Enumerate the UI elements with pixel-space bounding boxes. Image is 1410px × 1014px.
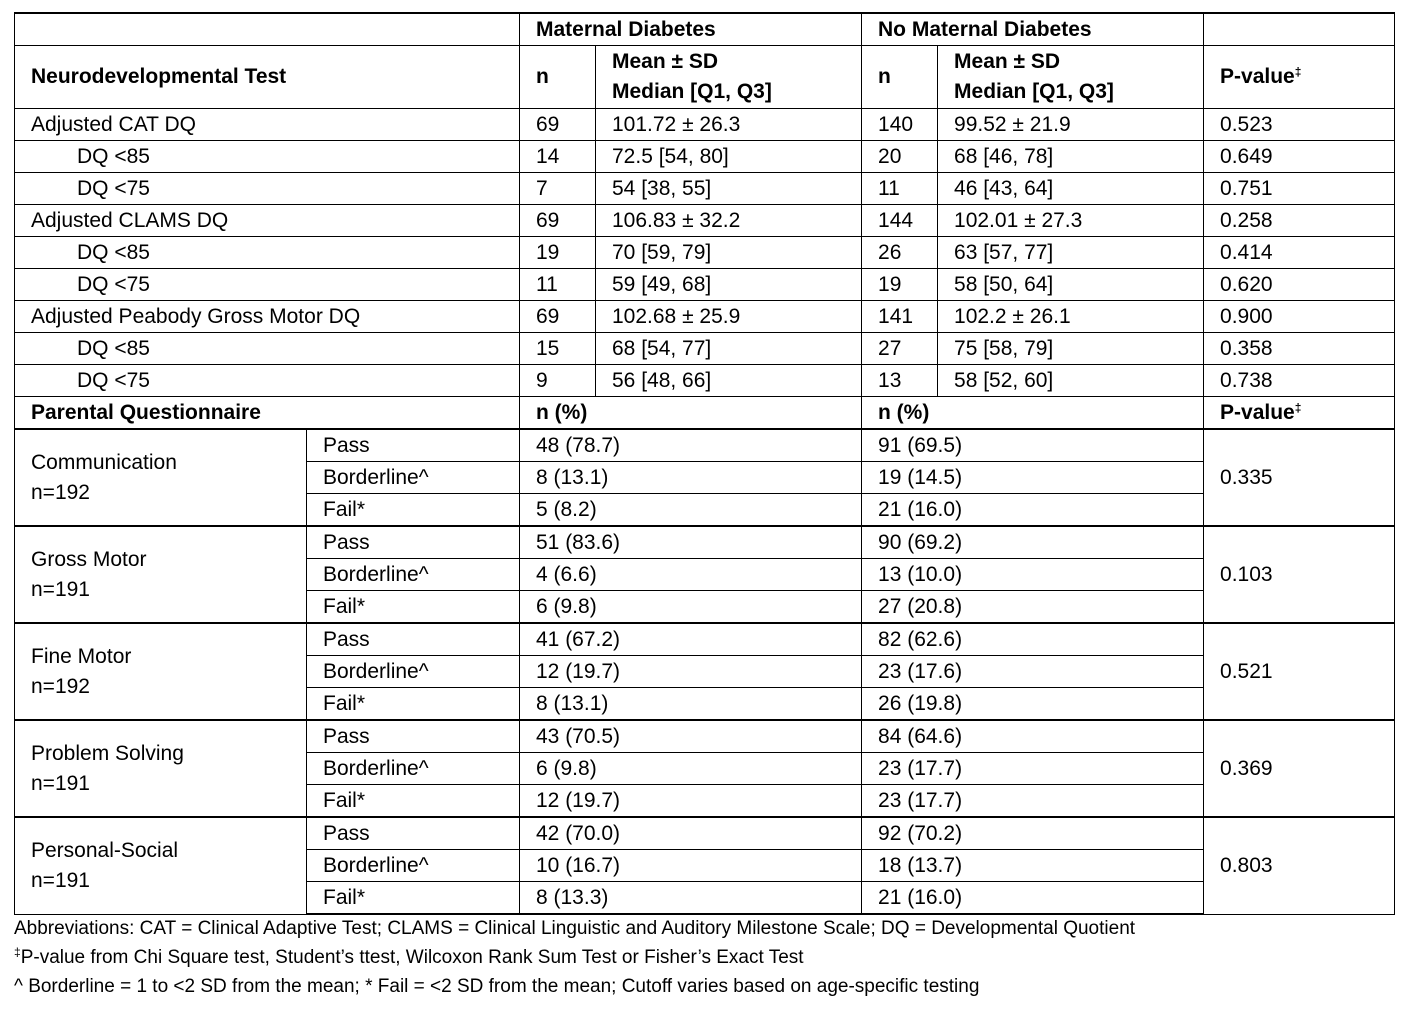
stat-maternal-cell: 70 [59, 79] xyxy=(596,237,862,269)
maternal-count-cell: 6 (9.8) xyxy=(520,753,862,785)
header-pvalue xyxy=(1204,46,1395,109)
result-label: Pass xyxy=(307,720,520,753)
stat-maternal-cell: 72.5 [54, 80] xyxy=(596,141,862,173)
maternal-count-cell: 4 (6.6) xyxy=(520,559,862,591)
double-dagger-mark: ‡ xyxy=(1294,65,1302,79)
maternal-count-cell: 51 (83.6) xyxy=(520,526,862,559)
table-row xyxy=(15,269,1395,301)
header-maternal-diabetes: Maternal Diabetes xyxy=(520,13,862,46)
pvalue-cell: 0.358 xyxy=(1204,333,1395,365)
n-maternal-cell: 15 xyxy=(520,333,596,365)
stat-maternal-cell: 106.83 ± 32.2 xyxy=(596,205,862,237)
table-row xyxy=(15,173,1395,205)
header-blank-pvalue-cell xyxy=(1204,13,1395,46)
double-dagger-mark: ‡ xyxy=(1294,401,1302,415)
footnote-abbreviations: Abbreviations: CAT = Clinical Adaptive Test; CLAMS = Clinical Linguistic and Auditory Milestone Scale; DQ = Developmental Quotient xyxy=(14,918,1136,939)
n-no-maternal-cell: 19 xyxy=(862,269,938,301)
results-table xyxy=(14,12,1395,915)
questionnaire-row xyxy=(15,720,1395,753)
domain-name: Gross Motor xyxy=(31,547,147,571)
domain-pvalue-cell: 0.803 xyxy=(1204,817,1395,914)
stat-no-maternal-cell: 102.01 ± 27.3 xyxy=(938,205,1204,237)
table-row xyxy=(15,237,1395,269)
pvalue-cell: 0.414 xyxy=(1204,237,1395,269)
domain-label-cell xyxy=(15,817,307,914)
double-dagger-mark: ‡ xyxy=(14,945,21,959)
n-no-maternal-cell: 20 xyxy=(862,141,938,173)
parental-questionnaire-header: Parental Questionnaire xyxy=(15,397,520,430)
no-maternal-count-cell: 92 (70.2) xyxy=(862,817,1204,850)
header-neurodevelopmental-test: Neurodevelopmental Test xyxy=(15,46,520,109)
footnote-pvalue xyxy=(14,943,1399,972)
header-stat-line2: Median [Q1, Q3] xyxy=(612,80,772,103)
test-label: Adjusted Peabody Gross Motor DQ xyxy=(15,301,520,333)
footnote-pvalue-text: P-value from Chi Square test, Student’s ttest, Wilcoxon Rank Sum Test or Fisher’s Exact Test xyxy=(20,947,804,968)
n-maternal-cell: 9 xyxy=(520,365,596,397)
maternal-count-cell: 8 (13.1) xyxy=(520,688,862,721)
questionnaire-row xyxy=(15,429,1395,462)
no-maternal-count-cell: 13 (10.0) xyxy=(862,559,1204,591)
stat-no-maternal-cell: 99.52 ± 21.9 xyxy=(938,109,1204,141)
result-label: Pass xyxy=(307,429,520,462)
header-stat-line1: Mean ± SD xyxy=(954,50,1061,73)
pvalue-cell: 0.738 xyxy=(1204,365,1395,397)
no-maternal-count-cell: 21 (16.0) xyxy=(862,494,1204,527)
domain-n: n=191 xyxy=(31,577,90,601)
maternal-count-cell: 6 (9.8) xyxy=(520,591,862,624)
header-no-maternal-diabetes: No Maternal Diabetes xyxy=(862,13,1204,46)
domain-pvalue-cell: 0.335 xyxy=(1204,429,1395,526)
table-row xyxy=(15,365,1395,397)
stat-maternal-cell: 54 [38, 55] xyxy=(596,173,862,205)
result-label: Borderline^ xyxy=(307,850,520,882)
result-label: Pass xyxy=(307,623,520,656)
domain-label-cell xyxy=(15,623,307,720)
n-no-maternal-cell: 144 xyxy=(862,205,938,237)
questionnaire-row xyxy=(15,817,1395,850)
domain-name: Communication xyxy=(31,450,177,474)
n-no-maternal-cell: 11 xyxy=(862,173,938,205)
stat-maternal-cell: 102.68 ± 25.9 xyxy=(596,301,862,333)
n-maternal-cell: 7 xyxy=(520,173,596,205)
result-label: Fail* xyxy=(307,785,520,818)
n-maternal-cell: 14 xyxy=(520,141,596,173)
stat-maternal-cell: 68 [54, 77] xyxy=(596,333,862,365)
maternal-count-cell: 10 (16.7) xyxy=(520,850,862,882)
result-label: Borderline^ xyxy=(307,656,520,688)
n-no-maternal-cell: 13 xyxy=(862,365,938,397)
domain-n: n=192 xyxy=(31,480,90,504)
no-maternal-count-cell: 18 (13.7) xyxy=(862,850,1204,882)
table-row xyxy=(15,141,1395,173)
header-stat-maternal xyxy=(596,46,862,109)
result-label: Borderline^ xyxy=(307,559,520,591)
sub-test-label: DQ <85 xyxy=(15,141,520,173)
stat-no-maternal-cell: 58 [50, 64] xyxy=(938,269,1204,301)
sub-test-label: DQ <85 xyxy=(15,333,520,365)
n-percent-no-maternal-header: n (%) xyxy=(862,397,1204,430)
test-label: Adjusted CLAMS DQ xyxy=(15,205,520,237)
maternal-count-cell: 41 (67.2) xyxy=(520,623,862,656)
table-row xyxy=(15,301,1395,333)
no-maternal-count-cell: 23 (17.7) xyxy=(862,753,1204,785)
stat-no-maternal-cell: 68 [46, 78] xyxy=(938,141,1204,173)
header-group-row xyxy=(15,13,1395,46)
n-percent-maternal-header: n (%) xyxy=(520,397,862,430)
no-maternal-count-cell: 27 (20.8) xyxy=(862,591,1204,624)
no-maternal-count-cell: 84 (64.6) xyxy=(862,720,1204,753)
header-column-row xyxy=(15,46,1395,109)
no-maternal-count-cell: 91 (69.5) xyxy=(862,429,1204,462)
questionnaire-row xyxy=(15,623,1395,656)
no-maternal-count-cell: 26 (19.8) xyxy=(862,688,1204,721)
questionnaire-row xyxy=(15,526,1395,559)
result-label: Borderline^ xyxy=(307,462,520,494)
table-row xyxy=(15,333,1395,365)
pvalue-cell: 0.258 xyxy=(1204,205,1395,237)
n-maternal-cell: 19 xyxy=(520,237,596,269)
header-blank-cell xyxy=(15,13,520,46)
domain-name: Problem Solving xyxy=(31,741,184,765)
stat-no-maternal-cell: 58 [52, 60] xyxy=(938,365,1204,397)
questionnaire-pvalue-label: P-value xyxy=(1220,401,1295,424)
result-label: Fail* xyxy=(307,591,520,624)
header-pvalue-label: P-value xyxy=(1220,65,1295,88)
header-stat-no-maternal xyxy=(938,46,1204,109)
maternal-count-cell: 43 (70.5) xyxy=(520,720,862,753)
stat-no-maternal-cell: 46 [43, 64] xyxy=(938,173,1204,205)
sub-test-label: DQ <75 xyxy=(15,269,520,301)
no-maternal-count-cell: 90 (69.2) xyxy=(862,526,1204,559)
n-no-maternal-cell: 26 xyxy=(862,237,938,269)
table-row xyxy=(15,109,1395,141)
maternal-count-cell: 42 (70.0) xyxy=(520,817,862,850)
table-row xyxy=(15,205,1395,237)
domain-name: Personal-Social xyxy=(31,838,179,862)
domain-n: n=191 xyxy=(31,771,90,795)
result-label: Pass xyxy=(307,817,520,850)
n-maternal-cell: 11 xyxy=(520,269,596,301)
n-maternal-cell: 69 xyxy=(520,109,596,141)
stat-no-maternal-cell: 75 [58, 79] xyxy=(938,333,1204,365)
maternal-count-cell: 48 (78.7) xyxy=(520,429,862,462)
table-footnotes xyxy=(14,914,1399,1001)
result-label: Fail* xyxy=(307,688,520,721)
pvalue-cell: 0.900 xyxy=(1204,301,1395,333)
header-n-no-maternal: n xyxy=(862,46,938,109)
pvalue-cell: 0.523 xyxy=(1204,109,1395,141)
domain-pvalue-cell: 0.521 xyxy=(1204,623,1395,720)
maternal-count-cell: 12 (19.7) xyxy=(520,656,862,688)
no-maternal-count-cell: 23 (17.6) xyxy=(862,656,1204,688)
result-label: Fail* xyxy=(307,494,520,527)
pvalue-cell: 0.649 xyxy=(1204,141,1395,173)
stat-no-maternal-cell: 63 [57, 77] xyxy=(938,237,1204,269)
no-maternal-count-cell: 23 (17.7) xyxy=(862,785,1204,818)
domain-pvalue-cell: 0.103 xyxy=(1204,526,1395,623)
stat-maternal-cell: 101.72 ± 26.3 xyxy=(596,109,862,141)
header-n-maternal: n xyxy=(520,46,596,109)
header-stat-line2: Median [Q1, Q3] xyxy=(954,80,1114,103)
no-maternal-count-cell: 19 (14.5) xyxy=(862,462,1204,494)
stat-maternal-cell: 56 [48, 66] xyxy=(596,365,862,397)
sub-test-label: DQ <75 xyxy=(15,365,520,397)
n-no-maternal-cell: 140 xyxy=(862,109,938,141)
domain-pvalue-cell: 0.369 xyxy=(1204,720,1395,817)
domain-n: n=192 xyxy=(31,674,90,698)
n-no-maternal-cell: 27 xyxy=(862,333,938,365)
n-maternal-cell: 69 xyxy=(520,301,596,333)
header-stat-line1: Mean ± SD xyxy=(612,50,719,73)
sub-test-label: DQ <85 xyxy=(15,237,520,269)
domain-label-cell xyxy=(15,429,307,526)
result-label: Pass xyxy=(307,526,520,559)
stat-no-maternal-cell: 102.2 ± 26.1 xyxy=(938,301,1204,333)
pvalue-cell: 0.751 xyxy=(1204,173,1395,205)
test-label: Adjusted CAT DQ xyxy=(15,109,520,141)
domain-name: Fine Motor xyxy=(31,644,132,668)
result-label: Fail* xyxy=(307,882,520,915)
domain-label-cell xyxy=(15,526,307,623)
questionnaire-pvalue-header xyxy=(1204,397,1395,430)
maternal-count-cell: 8 (13.3) xyxy=(520,882,862,915)
no-maternal-count-cell: 21 (16.0) xyxy=(862,882,1204,915)
n-maternal-cell: 69 xyxy=(520,205,596,237)
domain-label-cell xyxy=(15,720,307,817)
maternal-count-cell: 8 (13.1) xyxy=(520,462,862,494)
result-label: Borderline^ xyxy=(307,753,520,785)
questionnaire-header-row xyxy=(15,397,1395,430)
pvalue-cell: 0.620 xyxy=(1204,269,1395,301)
domain-n: n=191 xyxy=(31,868,90,892)
results-table-container xyxy=(14,12,1394,915)
maternal-count-cell: 12 (19.7) xyxy=(520,785,862,818)
n-no-maternal-cell: 141 xyxy=(862,301,938,333)
maternal-count-cell: 5 (8.2) xyxy=(520,494,862,527)
no-maternal-count-cell: 82 (62.6) xyxy=(862,623,1204,656)
stat-maternal-cell: 59 [49, 68] xyxy=(596,269,862,301)
footnote-borderline-fail: ^ Borderline = 1 to <2 SD from the mean; * Fail = <2 SD from the mean; Cutoff varies based on age-specific testing xyxy=(14,976,980,997)
sub-test-label: DQ <75 xyxy=(15,173,520,205)
